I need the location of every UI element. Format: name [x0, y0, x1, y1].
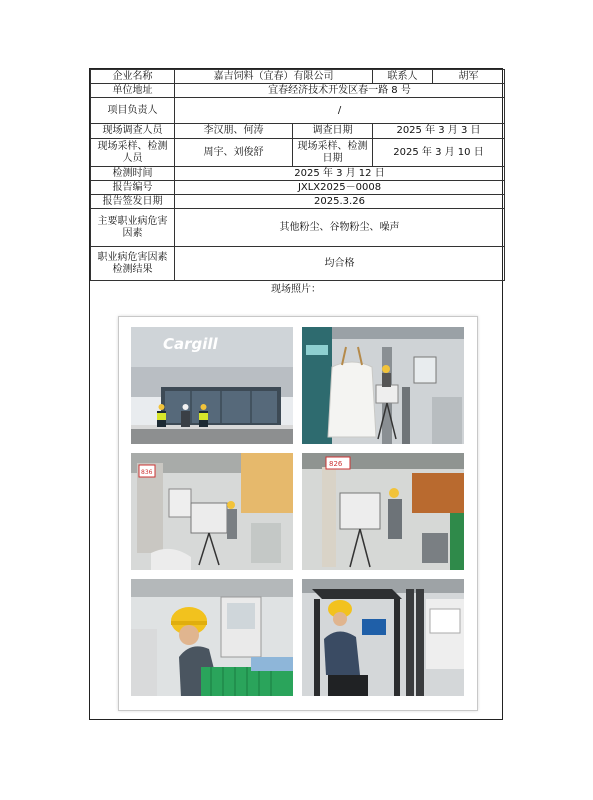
issue-date-label: 报告签发日期 [91, 195, 175, 209]
cargill-sign: Cargill [163, 335, 218, 353]
hazards-label: 主要职业病危害因素 [91, 209, 175, 247]
photo-room-826 [302, 453, 464, 570]
contact-label: 联系人 [373, 70, 433, 84]
report-sheet [89, 68, 503, 720]
sampling-date-value: 2025 年 3 月 10 日 [373, 139, 505, 167]
address-label: 单位地址 [91, 84, 175, 98]
company-label: 企业名称 [91, 70, 175, 84]
survey-staff-value: 李汉朋、何涛 [175, 124, 293, 139]
report-no-value: JXLX2025－0008 [175, 181, 505, 195]
photo-forklift-operator [302, 579, 464, 696]
test-time-value: 2025 年 3 月 12 日 [175, 167, 505, 181]
info-table [90, 69, 505, 281]
photo-room-836 [131, 453, 293, 570]
report-no-label: 报告编号 [91, 181, 175, 195]
sampling-date-label: 现场采样、检测日期 [293, 139, 373, 167]
survey-staff-label: 现场调查人员 [91, 124, 175, 139]
manager-label: 项目负责人 [91, 98, 175, 124]
hazards-value: 其他粉尘、谷物粉尘、噪声 [175, 209, 505, 247]
room-label-836: 836 [141, 469, 153, 476]
sampling-staff-label: 现场采样、检测人员 [91, 139, 175, 167]
issue-date-value: 2025.3.26 [175, 195, 505, 209]
address-value: 宜春经济技术开发区春一路 8 号 [175, 84, 505, 98]
photo-collage [118, 316, 478, 711]
survey-date-label: 调查日期 [293, 124, 373, 139]
result-value: 均合格 [175, 247, 505, 281]
photo-bulk-bags [302, 327, 464, 444]
company-value: 嘉吉饲料（宜春）有限公司 [175, 70, 373, 84]
test-time-label: 检测时间 [91, 167, 175, 181]
contact-value: 胡军 [433, 70, 505, 84]
result-label: 职业病危害因素检测结果 [91, 247, 175, 281]
photos-label: 现场照片： [271, 284, 321, 295]
manager-value: / [175, 98, 505, 124]
sampling-staff-value: 周宇、刘俊舒 [175, 139, 293, 167]
photo-worker-helmet [131, 579, 293, 696]
room-label-826: 826 [329, 460, 343, 468]
photo-building-exterior [131, 327, 293, 444]
survey-date-value: 2025 年 3 月 3 日 [373, 124, 505, 139]
